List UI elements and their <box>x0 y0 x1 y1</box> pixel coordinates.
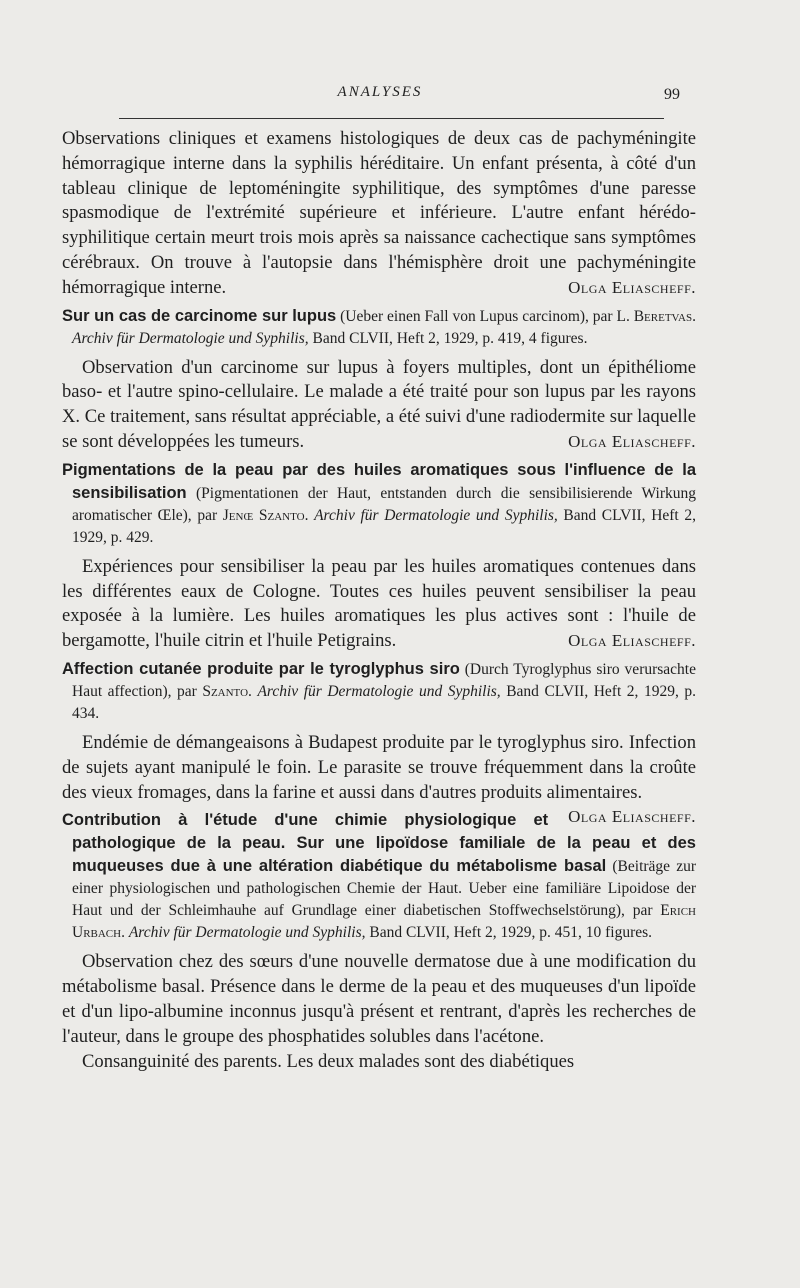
intro-text: Observations cliniques et examens histologiques de deux cas de pachyméningite hémorragique interne dans la syphilis héréditaire. Un enfant présenta, à côté d'un tableau clinique de leptoméningite syphilitique, des symptômes d'une paresse spasmodique de l'extrémité supérieure et inférieure. L'autre enfant hérédo-syphilitique certain meurt trois mois après sa naissance cachectique sans symptômes cérébraux. On trouve à l'autopsie dans l'hémisphère droit une pachyméningite hémorragique interne. <box>62 128 696 298</box>
abstract-text: Observation chez des sœurs d'une nouvelle dermatose due à une modification du métabolisme basal. Présence dans le derme de la peau et des muqueuses d'un lipoïde et d'un lipo-albumine inconnus jusqu'à présent et rentrant, d'après les recherches de l'auteur, dans le groupe des phosphatides solubles dans l'acétone. <box>62 951 696 1047</box>
author-name: Jenœ Szanto <box>222 506 305 524</box>
signature: Olga Eliascheff. <box>568 631 696 651</box>
abstract-body <box>62 555 696 654</box>
citation-sep: . <box>121 924 129 942</box>
running-head <box>0 80 800 106</box>
citation-sep: . <box>692 307 696 325</box>
signature: Olga Eliascheff. <box>568 277 696 297</box>
citation: (Ueber einen Fall von Lupus carcinom), par L. <box>336 307 634 325</box>
abstract <box>62 305 696 455</box>
journal-name: Archiv für Dermatologie und Syphilis, <box>257 682 501 700</box>
text-column <box>62 127 696 1074</box>
citation-details: Band CLVII, Heft 2, 1929, p. 434. <box>72 682 696 722</box>
abstract <box>62 809 696 1074</box>
author-name: Beretvas <box>633 307 693 325</box>
citation-details: Band CLVII, Heft 2, 1929, p. 429. <box>72 506 696 546</box>
intro-paragraph <box>62 127 696 301</box>
citation: (Pigmentationen der Haut, entstanden durch die sensibilisierende Wirkung aromatischer Œle), par <box>72 484 696 524</box>
abstract-text: Endémie de démangeaisons à Budapest produite par le tyroglyphus siro. Infection de sujets ayant manipulé le foin. Le parasite se trouve fréquemment dans la croûte des vieux fromages, dans la farine et aussi dans d'autres produits alimentaires. <box>62 731 696 803</box>
citation-sep: . <box>248 682 258 700</box>
abstract <box>62 459 696 654</box>
abstract-heading <box>62 305 696 350</box>
abstract-heading <box>62 658 696 725</box>
journal-name: Archiv für Dermatologie und Syphilis, <box>72 329 309 347</box>
abstract-heading <box>62 459 696 549</box>
running-title: ANALYSES <box>337 84 423 100</box>
abstract-title: Affection cutanée produite par le tyroglyphus siro <box>62 659 460 678</box>
abstract <box>62 658 696 827</box>
signature: Olga Eliascheff. <box>568 431 696 451</box>
page-number: 99 <box>664 86 680 103</box>
citation: (Beiträge zur einer physiologischen und pathologischen Chemie der Haut. Ueber eine familiäre Lipoidose der Haut und der Schleimhauhe auf Grundlage einer diabetischen Stoffwechselstörung), par <box>72 858 696 920</box>
author-name: Szanto <box>202 682 249 700</box>
citation: (Durch Tyroglyphus siro verursachte Haut affection), par <box>72 660 696 700</box>
abstract-text: Observation d'un carcinome sur lupus à foyers multiples, dont un épithéliome baso- et l'autre spino-cellulaire. Le malade a été traité pour son lupus par les rayons X. Ce traitement, sans résultat appréciable, a été suivi d'une radiodermite sur laquelle se sont développées les tumeurs. <box>62 356 696 452</box>
abstract-title: Sur un cas de carcinome sur lupus <box>62 306 337 325</box>
abstract-body <box>62 356 696 455</box>
citation-details: Band CLVII, Heft 2, 1929, p. 419, 4 figures. <box>308 329 588 347</box>
header-rule <box>119 118 664 119</box>
signature: Olga Eliascheff. <box>568 807 696 827</box>
journal-name: Archiv für Dermatologie und Syphilis, <box>128 924 366 942</box>
abstract-body <box>62 950 696 1049</box>
abstract-body <box>62 731 696 827</box>
abstract-body <box>62 1050 696 1075</box>
citation-details: Band CLVII, Heft 2, 1929, p. 451, 10 figures. <box>365 924 653 942</box>
abstract-text: Consanguinité des parents. Les deux malades sont des diabétiques <box>82 1050 575 1072</box>
abstract-title: Pigmentations de la peau par des huiles aromatiques sous l'influence de la sensibilisation <box>62 460 696 502</box>
journal-name: Archiv für Dermatologie und Syphilis, <box>314 506 558 524</box>
citation-sep: . <box>304 506 315 524</box>
author-name: Erich Urbach <box>72 902 696 942</box>
abstract-title: Contribution à l'étude d'une chimie physiologique et pathologique de la peau. Sur une lipoïdose familiale de la peau et des muqueuses due à une altération diabétique du métabolisme basal <box>62 811 696 876</box>
abstract-text: Expériences pour sensibiliser la peau par les huiles aromatiques contenues dans les différentes eaux de Cologne. Toutes ces huiles peuvent sensibiliser la peau exposée à la lumière. Les huiles aromatiques les plus actives sont : l'huile de bergamotte, l'huile citrin et l'huile Petigrains. <box>62 555 696 652</box>
